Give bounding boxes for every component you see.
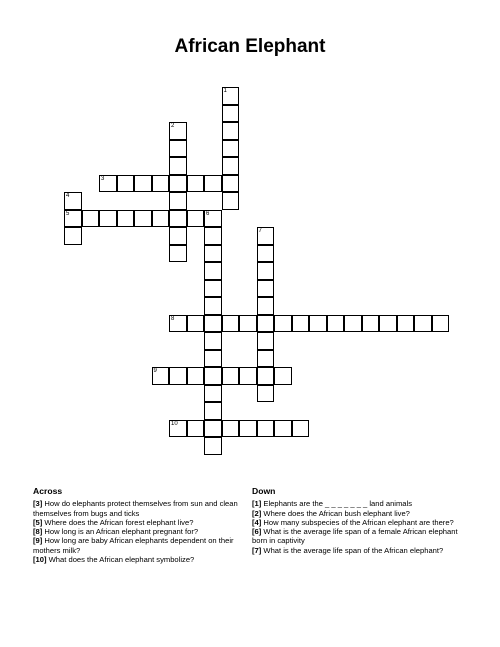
cell-number: 3 <box>101 175 105 182</box>
grid-cell[interactable] <box>187 175 205 193</box>
grid-cell[interactable] <box>362 315 380 333</box>
grid-cell[interactable] <box>169 210 187 228</box>
grid-cell[interactable] <box>239 315 257 333</box>
clue-text: Where does the African forest elephant live? <box>44 517 194 527</box>
grid-cell[interactable] <box>152 210 170 228</box>
grid-cell[interactable] <box>204 262 222 280</box>
across-clues <box>33 487 245 564</box>
grid-cell[interactable] <box>239 367 257 385</box>
clue-down-2 <box>252 509 464 518</box>
grid-cell[interactable] <box>204 367 222 385</box>
clue-number: [4] <box>252 517 262 527</box>
clue-number: [3] <box>33 499 43 509</box>
grid-cell[interactable] <box>169 315 187 333</box>
grid-cell[interactable] <box>99 175 117 193</box>
grid-cell[interactable] <box>134 210 152 228</box>
grid-cell[interactable] <box>257 227 275 245</box>
grid-cell[interactable] <box>257 332 275 350</box>
grid-cell[interactable] <box>292 420 310 438</box>
grid-cell[interactable] <box>204 227 222 245</box>
grid-cell[interactable] <box>414 315 432 333</box>
cell-number: 2 <box>171 123 175 129</box>
grid-cell[interactable] <box>204 315 222 333</box>
cell-number: 5 <box>66 210 70 217</box>
grid-cell[interactable] <box>152 175 170 193</box>
clue-text: What does the African elephant symbolize? <box>48 555 195 565</box>
clue-text: How many subspecies of the African elephant are there? <box>263 517 454 527</box>
clue-text: How long are baby African elephants dependent on their mothers milk? <box>33 536 234 555</box>
grid-cell[interactable] <box>64 210 82 228</box>
clue-across-3 <box>33 499 245 518</box>
grid-cell[interactable] <box>432 315 450 333</box>
across-heading: Across <box>33 486 63 496</box>
clue-across-10 <box>33 555 245 564</box>
grid-cell[interactable] <box>117 175 135 193</box>
clue-number: [8] <box>33 527 43 537</box>
cell-number: 7 <box>258 228 262 234</box>
clue-text: Elephants are the _ _ _ _ _ _ _ land animals <box>263 499 413 509</box>
grid-cell[interactable] <box>64 227 82 245</box>
clue-text: What is the average life span of a female African elephant born in captivity <box>252 527 458 546</box>
grid-cell[interactable] <box>204 385 222 403</box>
clue-number: [5] <box>33 517 43 527</box>
grid-cell[interactable] <box>222 175 240 193</box>
grid-cell[interactable] <box>204 175 222 193</box>
grid-cell[interactable] <box>274 367 292 385</box>
grid-cell[interactable] <box>239 420 257 438</box>
puzzle-title: African Elephant <box>174 36 326 57</box>
down-heading: Down <box>252 486 276 496</box>
grid-cell[interactable] <box>169 245 187 263</box>
cell-number: 9 <box>153 368 157 374</box>
cell-number: 10 <box>171 420 178 427</box>
grid-cell[interactable] <box>82 210 100 228</box>
grid-cell[interactable] <box>222 192 240 210</box>
grid-cell[interactable] <box>309 315 327 333</box>
grid-cell[interactable] <box>169 157 187 175</box>
cell-number: 8 <box>171 315 175 322</box>
grid-cell[interactable] <box>222 122 240 140</box>
grid-cell[interactable] <box>274 420 292 438</box>
clue-number: [6] <box>252 527 262 537</box>
grid-cell[interactable] <box>169 227 187 245</box>
cell-number: 1 <box>223 88 227 94</box>
grid-cell[interactable] <box>169 192 187 210</box>
grid-cell[interactable] <box>169 175 187 193</box>
grid-cell[interactable] <box>187 420 205 438</box>
grid-cell[interactable] <box>204 350 222 368</box>
grid-cell[interactable] <box>257 367 275 385</box>
grid-cell[interactable] <box>169 140 187 158</box>
grid-cell[interactable] <box>257 350 275 368</box>
grid-cell[interactable] <box>169 122 187 140</box>
clue-across-9 <box>33 536 245 555</box>
grid-cell[interactable] <box>204 332 222 350</box>
grid-cell[interactable] <box>117 210 135 228</box>
grid-cell[interactable] <box>222 105 240 123</box>
clue-text: What is the average life span of the African elephant? <box>263 545 444 555</box>
clue-down-1 <box>252 499 464 508</box>
grid-cell[interactable] <box>187 367 205 385</box>
clue-number: [2] <box>252 508 262 518</box>
grid-cell[interactable] <box>187 315 205 333</box>
clue-across-8 <box>33 527 245 536</box>
clue-number: [1] <box>252 499 262 509</box>
grid-cell[interactable] <box>222 140 240 158</box>
grid-cell[interactable] <box>379 315 397 333</box>
clue-number: [9] <box>33 536 43 546</box>
grid-cell[interactable] <box>169 420 187 438</box>
clue-down-4 <box>252 518 464 527</box>
grid-cell[interactable] <box>257 280 275 298</box>
grid-cell[interactable] <box>64 192 82 210</box>
grid-cell[interactable] <box>204 437 222 455</box>
grid-cell[interactable] <box>344 315 362 333</box>
grid-cell[interactable] <box>222 87 240 105</box>
grid-cell[interactable] <box>257 420 275 438</box>
down-clues <box>252 487 464 555</box>
grid-cell[interactable] <box>257 245 275 263</box>
clue-text: How long is an African elephant pregnant for? <box>44 527 199 537</box>
grid-cell[interactable] <box>257 262 275 280</box>
clue-text: How do elephants protect themselves from sun and clean themselves from bugs and ticks <box>33 499 238 518</box>
clue-down-7 <box>252 546 464 555</box>
grid-cell[interactable] <box>204 420 222 438</box>
grid-cell[interactable] <box>257 315 275 333</box>
cell-number: 6 <box>206 210 210 217</box>
clue-number: [10] <box>33 555 47 565</box>
grid-cell[interactable] <box>222 315 240 333</box>
grid-cell[interactable] <box>134 175 152 193</box>
grid-cell[interactable] <box>169 367 187 385</box>
grid-cell[interactable] <box>274 315 292 333</box>
grid-cell[interactable] <box>204 245 222 263</box>
grid-cell[interactable] <box>187 210 205 228</box>
grid-cell[interactable] <box>204 210 222 228</box>
grid-cell[interactable] <box>222 157 240 175</box>
clue-across-5 <box>33 518 245 527</box>
clue-down-6 <box>252 527 464 546</box>
grid-cell[interactable] <box>397 315 415 333</box>
clue-text: Where does the African bush elephant live? <box>263 508 410 518</box>
grid-cell[interactable] <box>327 315 345 333</box>
grid-cell[interactable] <box>152 367 170 385</box>
cell-number: 4 <box>66 193 70 199</box>
grid-cell[interactable] <box>99 210 117 228</box>
clue-number: [7] <box>252 545 262 555</box>
grid-cell[interactable] <box>204 297 222 315</box>
grid-cell[interactable] <box>257 297 275 315</box>
grid-cell[interactable] <box>257 385 275 403</box>
grid-cell[interactable] <box>204 280 222 298</box>
grid-cell[interactable] <box>292 315 310 333</box>
grid-cell[interactable] <box>222 367 240 385</box>
grid-cell[interactable] <box>204 402 222 420</box>
grid-cell[interactable] <box>222 420 240 438</box>
